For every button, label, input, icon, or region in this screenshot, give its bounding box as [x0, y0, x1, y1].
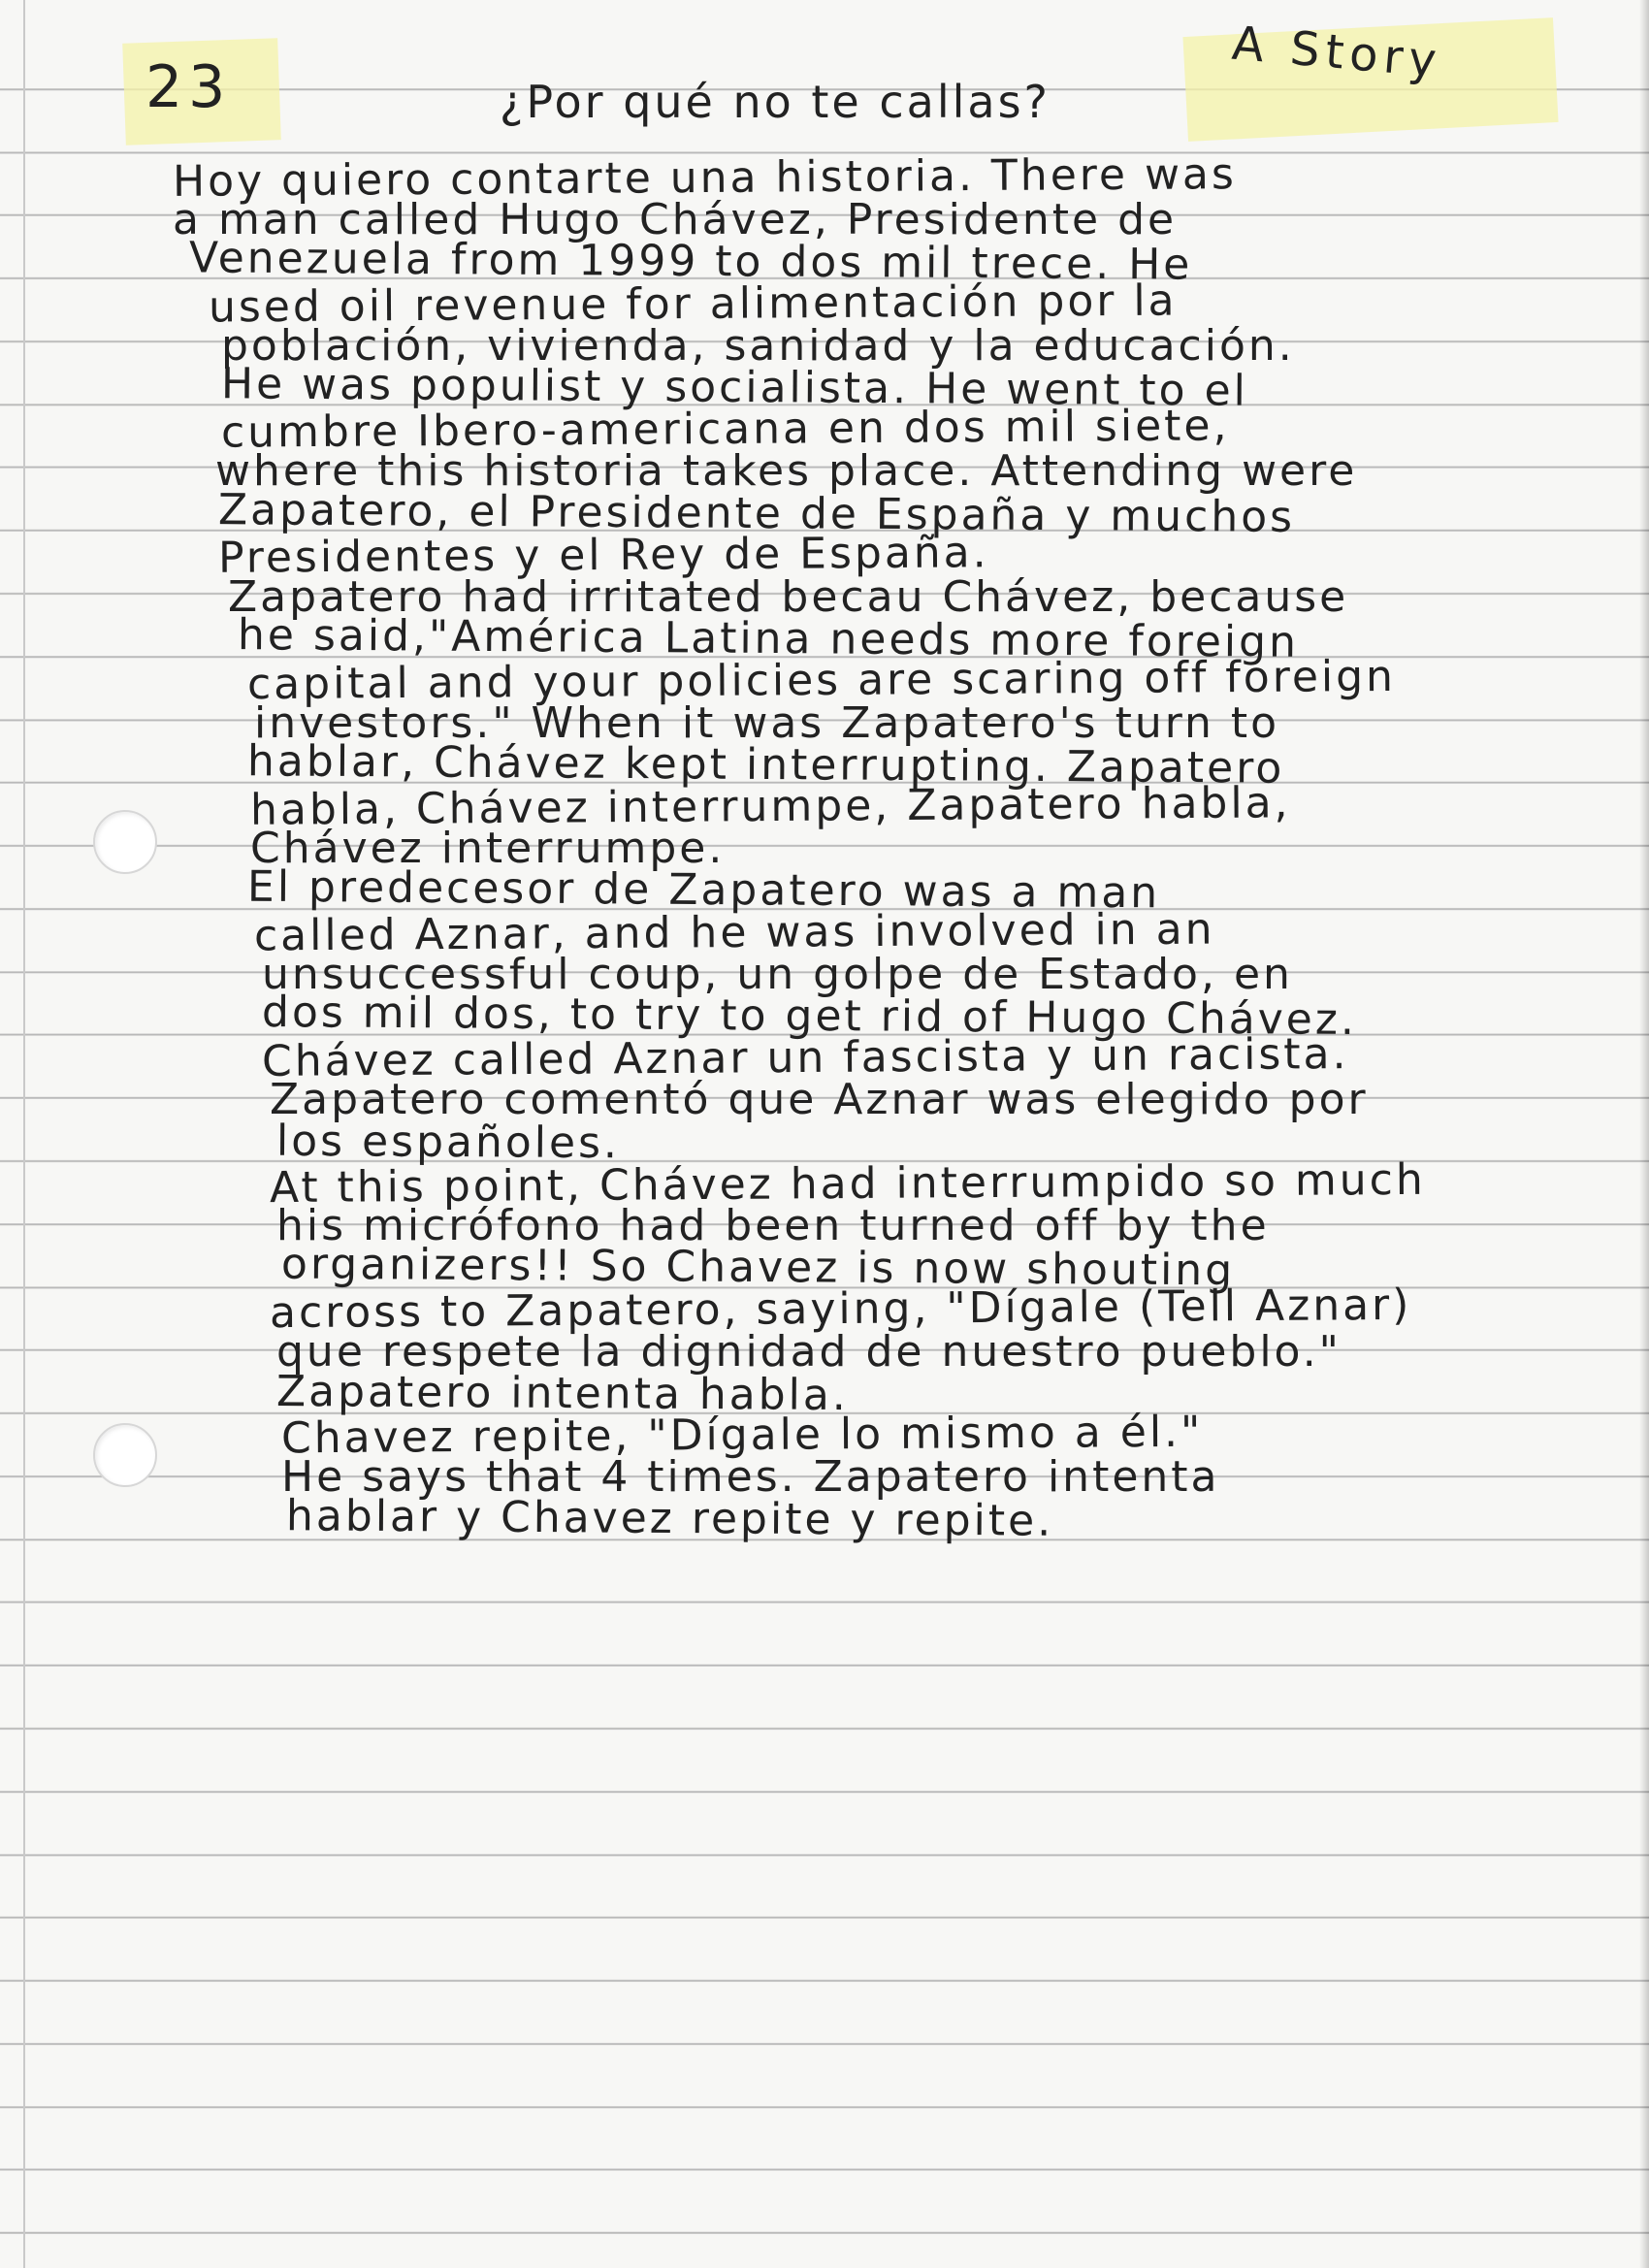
handwritten-line: he said,"América Latina needs more foreign [237, 610, 1300, 667]
handwritten-line: Chavez repite, "Dígale lo mismo a él." [280, 1407, 1204, 1464]
handwritten-line: hablar, Chávez kept interrupting. Zapatero [246, 736, 1285, 794]
handwritten-line: a man called Hugo Chávez, Presidente de [173, 195, 1178, 244]
handwritten-line: where this historia takes place. Attending were [215, 446, 1358, 496]
page-number: 23 [146, 53, 232, 121]
handwritten-line: At this point, Chávez had interrumpido so much [269, 1154, 1426, 1214]
handwritten-line: Chávez interrumpe. [250, 824, 726, 873]
handwritten-line: Presidentes y el Rey de España. [217, 528, 989, 583]
handwritten-line: Zapatero, el Presidente de España y muchos [217, 485, 1296, 542]
handwritten-line: El predecesor de Zapatero was a man [246, 861, 1161, 919]
handwritten-line: dos mil dos, to try to get rid of Hugo Chávez. [261, 988, 1358, 1045]
handwritten-line: organizers!! So Chavez is now shouting [280, 1239, 1236, 1296]
handwritten-line: Chávez called Aznar un fascista y un racista. [261, 1029, 1349, 1086]
story-label: A Story [1229, 16, 1444, 89]
handwritten-line: que respete la dignidad de nuestro pueblo." [276, 1327, 1342, 1377]
handwritten-line: He says that 4 times. Zapatero intenta [281, 1452, 1220, 1502]
handwritten-line: called Aznar, and he was involved in an [253, 904, 1215, 961]
handwritten-line: Zapatero intenta habla. [275, 1366, 850, 1421]
handwritten-line: unsuccessful coup, un golpe de Estado, en [262, 950, 1293, 999]
handwritten-line: across to Zapatero, saying, "Dígale (Tell Aznar) [269, 1280, 1412, 1339]
handwritten-line: He was populist y socialista. He went to el [220, 359, 1249, 416]
handwritten-line: habla, Chávez interrumpe, Zapatero habla, [249, 778, 1291, 835]
handwritten-line: Venezuela from 1999 to dos mil trece. He [188, 233, 1193, 290]
handwritten-line: his micrófono had been turned off by the [276, 1201, 1270, 1250]
page-title: ¿Por qué no te callas? [500, 76, 1051, 128]
handwritten-line: investors." When it was Zapatero's turn to [254, 698, 1280, 748]
handwritten-line: hablar y Chavez repite y repite. [285, 1491, 1054, 1546]
handwritten-line: los españoles. [275, 1116, 621, 1169]
handwritten-line: Zapatero had irritated becau Chávez, because [228, 572, 1349, 622]
handwritten-line: used oil revenue for alimentación por la [208, 275, 1178, 333]
handwritten-line: población, vivienda, sanidad y la educación. [221, 321, 1295, 371]
handwritten-line: capital and your policies are scaring off foreign [246, 651, 1397, 710]
handwritten-line: cumbre Ibero-americana en dos mil siete, [220, 401, 1230, 458]
handwritten-line: Hoy quiero contarte una historia. There was [172, 149, 1238, 207]
handwritten-line: Zapatero comentó que Aznar was elegido por [270, 1075, 1369, 1124]
